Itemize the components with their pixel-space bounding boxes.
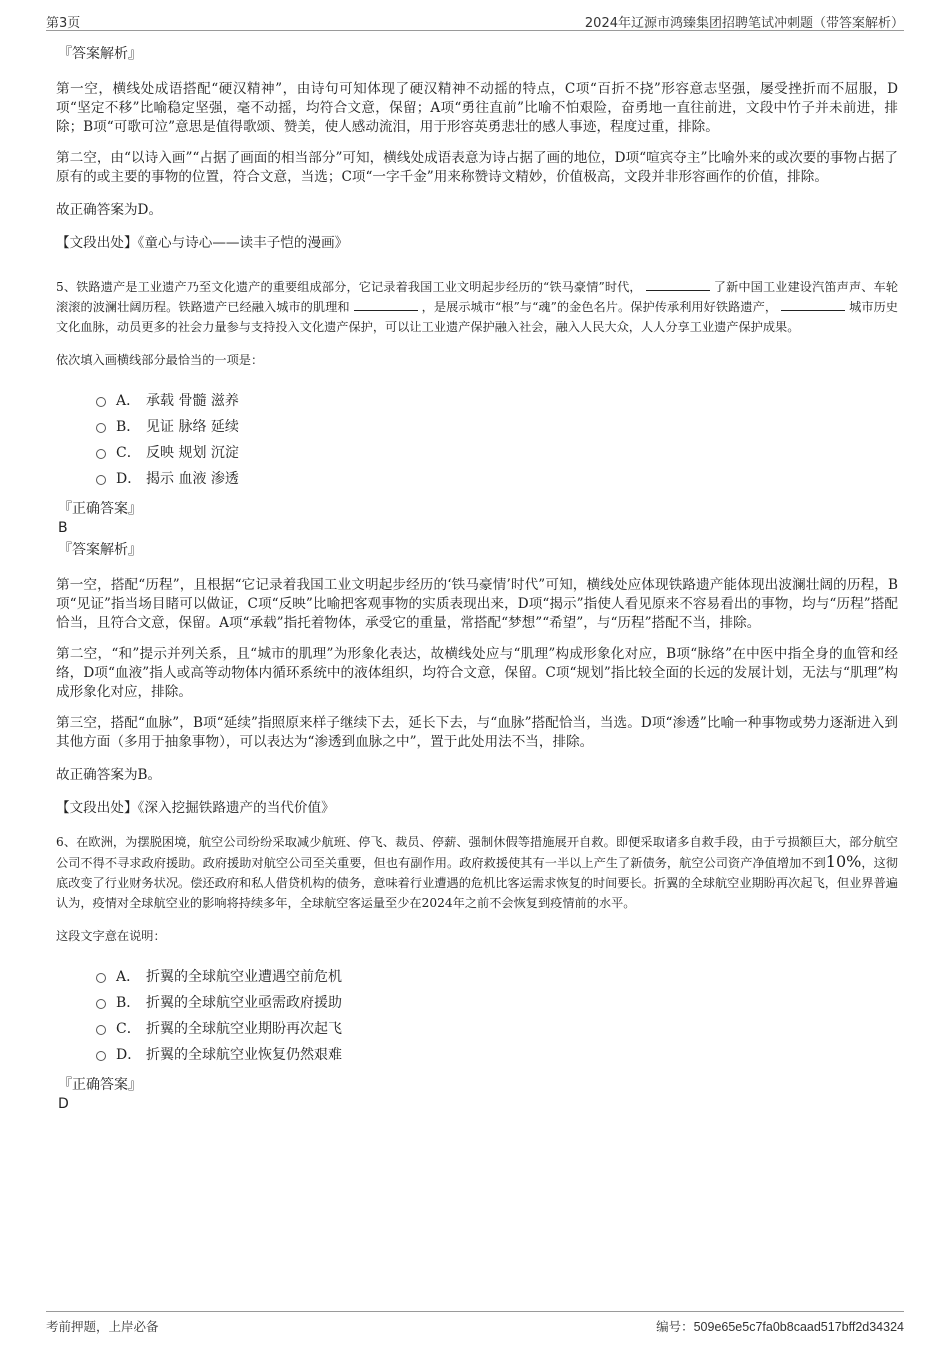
options-list	[96, 963, 898, 1067]
question-prompt: 这段文字意在说明：	[56, 929, 166, 943]
question-5	[56, 277, 898, 818]
source-citation: 【文段出处】《深入挖掘铁路遗产的当代价值》	[56, 800, 335, 816]
radio-icon[interactable]	[96, 999, 106, 1009]
analysis-paragraph: 第一空，横线处成语搭配“硬汉精神”，由诗句可知体现了硬汉精神不动摇的特点，C项“百折不挠”形容意志坚强，屡受挫折而不屈服，D项“坚定不移”比喻稳定坚强，毫不动摇，均符合文意，保留；A项“勇往直前”比喻不怕艰险，奋勇地一直往前进，文段中竹子并未前进，排除；B项“可歌可泣”意思是值得歌颂、赞美，使人感动流泪，用于形容英勇悲壮的感人事迹，程度过重，排除。	[56, 81, 898, 135]
question-4-analysis	[56, 44, 898, 253]
correct-answer: B	[58, 520, 68, 536]
option-b[interactable]: B． 折翼的全球航空业亟需政府援助	[96, 989, 898, 1015]
blank-1	[646, 278, 710, 291]
document-title: 2024年辽源市鸿臻集团招聘笔试冲刺题（带答案解析）	[584, 16, 904, 31]
analysis-label: 『答案解析』	[58, 542, 142, 558]
answer-label: 『正确答案』	[58, 501, 142, 517]
footer-slogan: 考前押题，上岸必备	[46, 1319, 159, 1334]
blank-2	[354, 298, 418, 311]
option-a[interactable]: A． 折翼的全球航空业遭遇空前危机	[96, 963, 898, 989]
radio-icon[interactable]	[96, 973, 106, 983]
option-d[interactable]: D． 揭示 血液 渗透	[96, 465, 898, 491]
analysis-paragraph: 第二空，“和”提示并列关系，且“城市的肌理”为形象化表达，故横线处应与“肌理”构成形象化对应，B项“脉络”在中医中指全身的血管和经络，D项“血液”指人或高等动物体内循环系统中的液体组织，均符合文意，保留。C项“规划”指比较全面的长远的发展计划，无法与“肌理”构成形象化对应，排除。	[56, 646, 898, 700]
answer-label: 『正确答案』	[58, 1077, 142, 1093]
source-citation: 【文段出处】《童心与诗心——读丰子恺的漫画》	[56, 235, 349, 251]
page-number: 第3页	[46, 16, 81, 31]
option-c[interactable]: C． 折翼的全球航空业期盼再次起飞	[96, 1015, 898, 1041]
option-d[interactable]: D． 折翼的全球航空业恢复仍然艰难	[96, 1041, 898, 1067]
radio-icon[interactable]	[96, 423, 106, 433]
analysis-paragraph: 第一空，搭配“历程”，且根据“它记录着我国工业文明起步经历的‘铁马豪情’时代”可知，横线处应体现铁路遗产能体现出波澜壮阔的历程，B项“见证”指当场目睹可以做证，C项“反映”比喻把客观事物的实质表现出来，D项“揭示”指使人看见原来不容易看出的事物，均与“历程”搭配恰当，且符合文意，保留。A项“承载”指托着物体，承受它的重量，常搭配“梦想”“希望”，与“历程”搭配不当，排除。	[56, 577, 898, 631]
analysis-conclusion: 故正确答案为B。	[56, 767, 162, 783]
analysis-label: 『答案解析』	[58, 46, 142, 62]
radio-icon[interactable]	[96, 1025, 106, 1035]
radio-icon[interactable]	[96, 397, 106, 407]
analysis-paragraph: 第二空，由“以诗入画”“占据了画面的相当部分”可知，横线处成语表意为诗占据了画的地位，D项“喧宾夺主”比喻外来的或次要的事物占据了原有的或主要的事物的位置，符合文意，当选；C项“一字千金”用来称赞诗文精妙，价值极高，文段并非形容画作的价值，排除。	[56, 150, 898, 185]
analysis-conclusion: 故正确答案为D。	[56, 202, 163, 218]
blank-3	[781, 298, 845, 311]
correct-answer: D	[58, 1096, 69, 1112]
page-content	[56, 44, 898, 1116]
option-c[interactable]: C． 反映 规划 沉淀	[96, 439, 898, 465]
option-a[interactable]: A． 承载 骨髓 滋养	[96, 387, 898, 413]
radio-icon[interactable]	[96, 1051, 106, 1061]
question-stem: 6、在欧洲，为摆脱困境，航空公司纷纷采取减少航班、停飞、裁员、停薪、强制休假等措施展开自救。即便采取诸多自救手段，由于亏损额巨大，部分航空公司不得不寻求政府援助。政府援助对航空公司至关重要，但也有副作用。政府救援使其有一半以上产生了新债务，航空公司资产净值增加不到10%，这彻底改变了行业财务状况。偿还政府和私人借贷机构的债务，意味着行业遭遇的危机比客运需求恢复的时间要长。折翼的全球航空业期盼再次起飞，但业界普遍认为，疫情对全球航空业的影响将持续多年，全球航空客运量至少在2024年之前不会恢复到疫情前的水平。	[56, 835, 898, 910]
page-footer	[46, 1311, 904, 1338]
percent-value: 10%	[825, 852, 862, 871]
radio-icon[interactable]	[96, 475, 106, 485]
option-b[interactable]: B． 见证 脉络 延续	[96, 413, 898, 439]
page-header	[46, 10, 904, 31]
options-list	[96, 387, 898, 491]
question-6	[56, 832, 898, 1114]
radio-icon[interactable]	[96, 449, 106, 459]
document-code: 编号：509e65e5c7fa0b8caad517bff2d34324	[656, 1319, 904, 1334]
analysis-paragraph: 第三空，搭配“血脉”，B项“延续”指照原来样子继续下去，延长下去，与“血脉”搭配恰当，当选。D项“渗透”比喻一种事物或势力逐渐进入到其他方面（多用于抽象事物），可以表达为“渗透到血脉之中”，置于此处用法不当，排除。	[56, 715, 898, 750]
question-prompt: 依次填入画横线部分最恰当的一项是：	[56, 353, 264, 367]
question-stem: 5、铁路遗产是工业遗产乃至文化遗产的重要组成部分，它记录着我国工业文明起步经历的“铁马豪情”时代， 了新中国工业建设汽笛声声、车轮滚滚的波澜壮阔历程。铁路遗产已经融入城市的肌理和 ，是展示城市“根”与“魂”的金色名片。保护传承利用好铁路遗产， 城市历史文化血脉，动员更多的社会力量参与支持投入文化遗产保护，可以让工业遗产保护融入社会，融入人民大众，人人分享工业遗产保护成果。	[56, 280, 899, 334]
